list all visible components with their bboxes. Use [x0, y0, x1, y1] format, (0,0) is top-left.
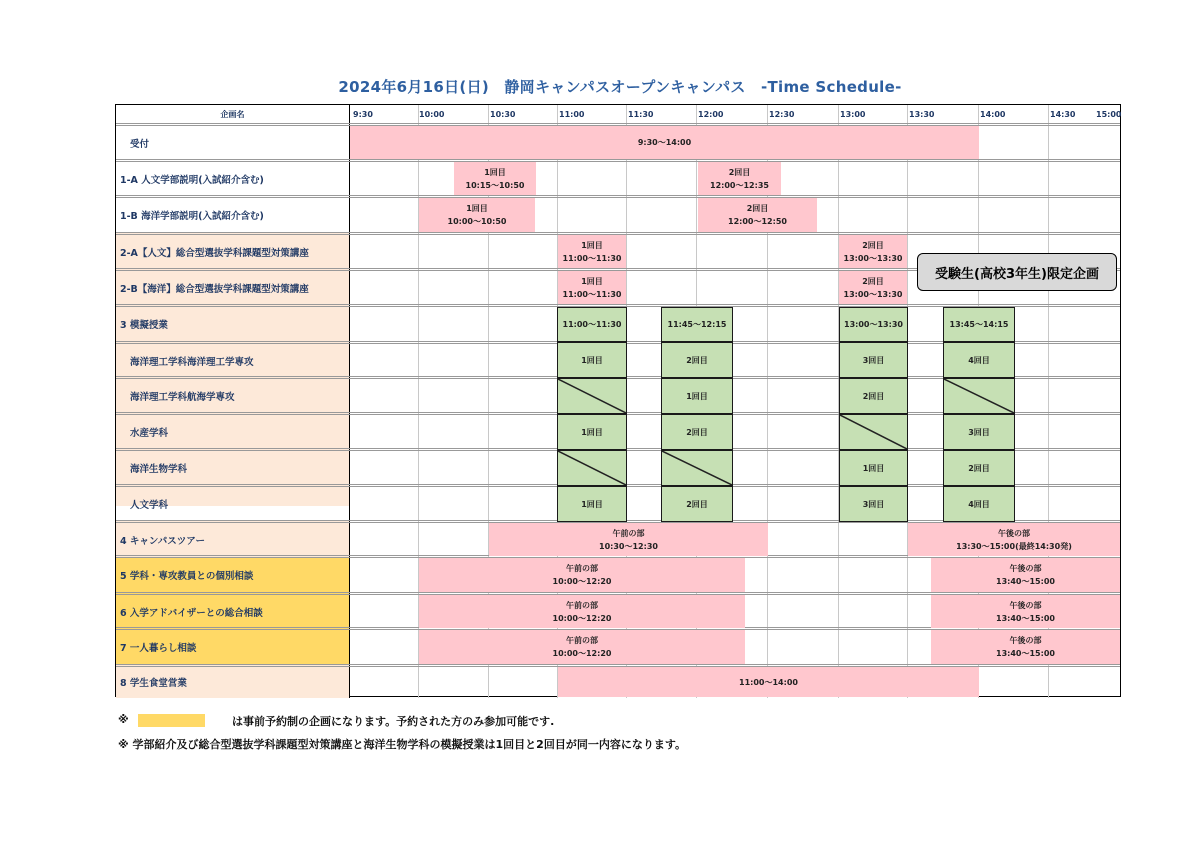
row-label: 3 模擬授業 — [120, 320, 168, 331]
slot-suisan: 1回目 — [557, 414, 627, 450]
row-label: 4 キャンパスツアー — [120, 536, 205, 547]
slot-reception: 9:30〜14:00 — [350, 126, 979, 159]
schedule-table — [115, 104, 1121, 697]
slot-2b-second: 2回目 13:00〜13:30 — [839, 271, 907, 304]
header-label: 企画名 — [220, 110, 245, 119]
slot-2a-first: 1回目 11:00〜11:30 — [558, 235, 626, 268]
slot-jinbun: 3回目 — [839, 486, 908, 522]
row-label: 人文学科 — [130, 500, 169, 511]
slot-living-am: 午前の部 10:00〜12:20 — [419, 630, 745, 664]
legend-note: は事前予約制の企画になります。予約された方のみ参加可能です. — [232, 715, 555, 728]
row-label: 海洋理工学科海洋理工学専攻 — [130, 357, 254, 368]
row-label: 7 一人暮らし相談 — [120, 643, 197, 654]
time-header: 11:30 — [628, 110, 654, 119]
time-header: 13:00 — [840, 110, 866, 119]
time-header: 11:00 — [559, 110, 585, 119]
slot-kokai: 2回目 — [839, 378, 908, 414]
slot-riko: 3回目 — [839, 342, 908, 378]
time-header: 14:30 — [1050, 110, 1076, 119]
slot-1a-second: 2回目 12:00〜12:35 — [698, 162, 781, 195]
row-label: 2-B【海洋】総合型選抜学科課題型対策講座 — [120, 284, 309, 295]
slot-consult-pm: 午後の部 13:40〜15:00 — [931, 558, 1120, 592]
slot-none — [839, 414, 908, 450]
time-header: 13:30 — [909, 110, 935, 119]
slot-jinbun: 4回目 — [943, 486, 1015, 522]
slot-mogi-time: 11:45〜12:15 — [661, 307, 733, 342]
slot-none — [661, 450, 733, 486]
time-header: 10:30 — [490, 110, 516, 119]
slot-1a-first: 1回目 10:15〜10:50 — [454, 162, 536, 195]
time-header: 12:30 — [769, 110, 795, 119]
slot-kokai: 1回目 — [661, 378, 733, 414]
slot-riko: 1回目 — [557, 342, 627, 378]
slot-1b-first: 1回目 10:00〜10:50 — [419, 198, 535, 232]
row-label: 5 学科・専攻教員との個別相談 — [120, 571, 254, 582]
slot-tour-pm: 午後の部 13:30〜15:00(最終14:30発) — [908, 523, 1120, 556]
time-header: 14:00 — [980, 110, 1006, 119]
row-label: 8 学生食堂営業 — [120, 678, 187, 689]
slot-1b-second: 2回目 12:00〜12:50 — [698, 198, 817, 232]
page-title: 2024年6月16日(日) 静岡キャンパスオープンキャンパス -Time Schedule- — [338, 78, 902, 96]
row-label-reception: 受付 — [130, 139, 150, 150]
row-label: 1-A 人文学部説明(入試紹介含む) — [120, 175, 264, 186]
slot-advisor-am: 午前の部 10:00〜12:20 — [419, 595, 745, 628]
exam-student-only-callout: 受験生(高校3年生)限定企画 — [917, 253, 1117, 291]
slot-2b-first: 1回目 11:00〜11:30 — [558, 271, 626, 304]
legend-swatch-reservation — [138, 714, 205, 727]
slot-mogi-time: 13:00〜13:30 — [839, 307, 908, 342]
slot-consult-am: 午前の部 10:00〜12:20 — [419, 558, 745, 592]
slot-riko: 4回目 — [943, 342, 1015, 378]
slot-riko: 2回目 — [661, 342, 733, 378]
slot-suisan: 2回目 — [661, 414, 733, 450]
slot-jinbun: 1回目 — [557, 486, 627, 522]
row-label: 1-B 海洋学部説明(入試紹介含む) — [120, 211, 264, 222]
slot-tour-am: 午前の部 10:30〜12:30 — [489, 523, 768, 556]
footnote: ※ 学部紹介及び総合型選抜学科課題型対策講座と海洋生物学科の模擬授業は1回目と2回目が同一内容になります。 — [118, 738, 686, 751]
slot-none — [943, 378, 1015, 414]
time-header: 12:00 — [698, 110, 724, 119]
note-mark: ※ — [118, 713, 129, 726]
slot-cafeteria: 11:00〜14:00 — [558, 667, 979, 697]
row-label: 海洋生物学科 — [130, 464, 188, 475]
slot-seibutsu: 1回目 — [839, 450, 908, 486]
slot-seibutsu: 2回目 — [943, 450, 1015, 486]
row-label: 水産学科 — [130, 428, 169, 439]
slot-2a-second: 2回目 13:00〜13:30 — [839, 235, 907, 268]
time-header: 9:30 — [353, 110, 373, 119]
row-label: 海洋理工学科航海学専攻 — [130, 392, 235, 403]
time-header: 15:00 — [1096, 110, 1122, 119]
slot-jinbun: 2回目 — [661, 486, 733, 522]
slot-advisor-pm: 午後の部 13:40〜15:00 — [931, 595, 1120, 628]
row-label: 6 入学アドバイザーとの総合相談 — [120, 608, 263, 619]
row-label: 2-A【人文】総合型選抜学科課題型対策講座 — [120, 248, 309, 259]
time-header: 10:00 — [419, 110, 445, 119]
slot-suisan: 3回目 — [943, 414, 1015, 450]
slot-mogi-time: 11:00〜11:30 — [557, 307, 627, 342]
slot-none — [557, 450, 627, 486]
slot-none — [557, 378, 627, 414]
slot-mogi-time: 13:45〜14:15 — [943, 307, 1015, 342]
slot-living-pm: 午後の部 13:40〜15:00 — [931, 630, 1120, 664]
